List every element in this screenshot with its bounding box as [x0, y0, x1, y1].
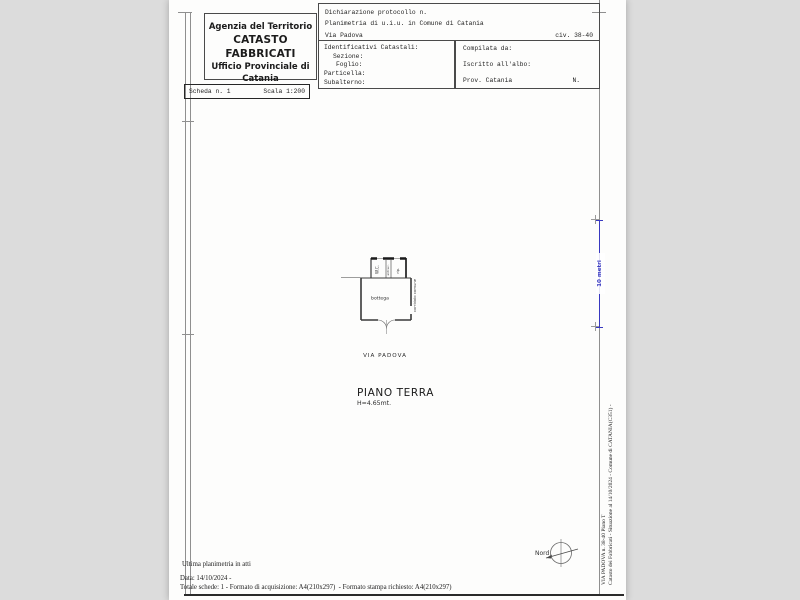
wc-room-label: W.C. [374, 265, 380, 274]
floor-title: PIANO TERRA [357, 387, 435, 399]
storage-room-label: rip. [396, 267, 400, 274]
field-foglio: Foglio: [336, 61, 363, 69]
protocol-line: Dichiarazione protocollo n. [325, 9, 428, 16]
planimetry-line: Planimetria di u.i.u. in Comune di Catania [325, 20, 484, 28]
declaration-box [318, 3, 600, 41]
identifiers-title: Identificativi Catastali: [324, 44, 419, 51]
margin-note-address: VIA PADOVA n. 38-40 Piano T [601, 514, 607, 585]
compass-icon [525, 532, 595, 577]
number-label: N. [572, 77, 580, 84]
registration-mark-1 [182, 121, 194, 122]
scalebar-cross-top-v [595, 215, 596, 224]
margin-note-registry: Catasto dei Fabbricati - Situazione al 14/10/2024 - Comune di CATANIA(C351) - [608, 404, 614, 585]
office-line: Ufficio Provinciale di [211, 62, 310, 72]
registration-mark-2 [182, 334, 194, 335]
footer-format-info: Totale schede: 1 - Formato di acquisizione: A4(210x297) - Formato stampa richiesto: A4(210x297) [180, 584, 452, 591]
compiler-box [455, 41, 600, 89]
drawing-scale: Scala 1:200 [263, 88, 305, 95]
office-city: Catania [242, 74, 279, 84]
anti-wc-room-label: anti w.c. [386, 264, 390, 276]
corner-mark-top-left [178, 12, 192, 13]
margin-note [601, 285, 615, 585]
scalebar-label: 10 metri [596, 253, 605, 294]
sheet-scale-box [184, 84, 310, 99]
frame-line-left-outer [185, 12, 186, 594]
shop-room-label: bottega [371, 296, 389, 302]
frame-line-bottom [184, 594, 624, 596]
field-particella: Particella: [324, 70, 366, 78]
compiled-by-line: Compilata da: [463, 45, 513, 52]
province-line: Prov. Catania [463, 77, 513, 84]
identifiers-box [318, 41, 455, 89]
floor-height: H=4.65mt. [357, 400, 392, 407]
footer-last-plan-note: Ultima planimetria in atti [182, 561, 251, 568]
street-line: Via Padova [325, 31, 363, 39]
sheet-number: Scheda n. 1 [189, 88, 231, 95]
footer-date: Data: 14/10/2024 - [180, 575, 232, 582]
agency-header-box [204, 13, 317, 84]
registered-line: Iscritto all'albo: [463, 61, 532, 68]
registry-title: CATASTO FABBRICATI [225, 34, 296, 60]
civic-number: civ. 38-40 [555, 31, 593, 39]
compass-north-label: Nord [535, 550, 550, 557]
street-caption: VIA PADOVA [363, 353, 407, 359]
frame-line-left-inner [190, 12, 191, 594]
floor-plan-drawing [338, 250, 442, 346]
corridor-label: corridoio comune [412, 278, 417, 312]
field-subalterno: Subalterno: [324, 78, 366, 86]
agency-name: Agenzia del Territorio [208, 22, 313, 32]
field-sezione: Sezione: [333, 52, 364, 60]
scalebar-cross-bottom-v [595, 322, 596, 331]
